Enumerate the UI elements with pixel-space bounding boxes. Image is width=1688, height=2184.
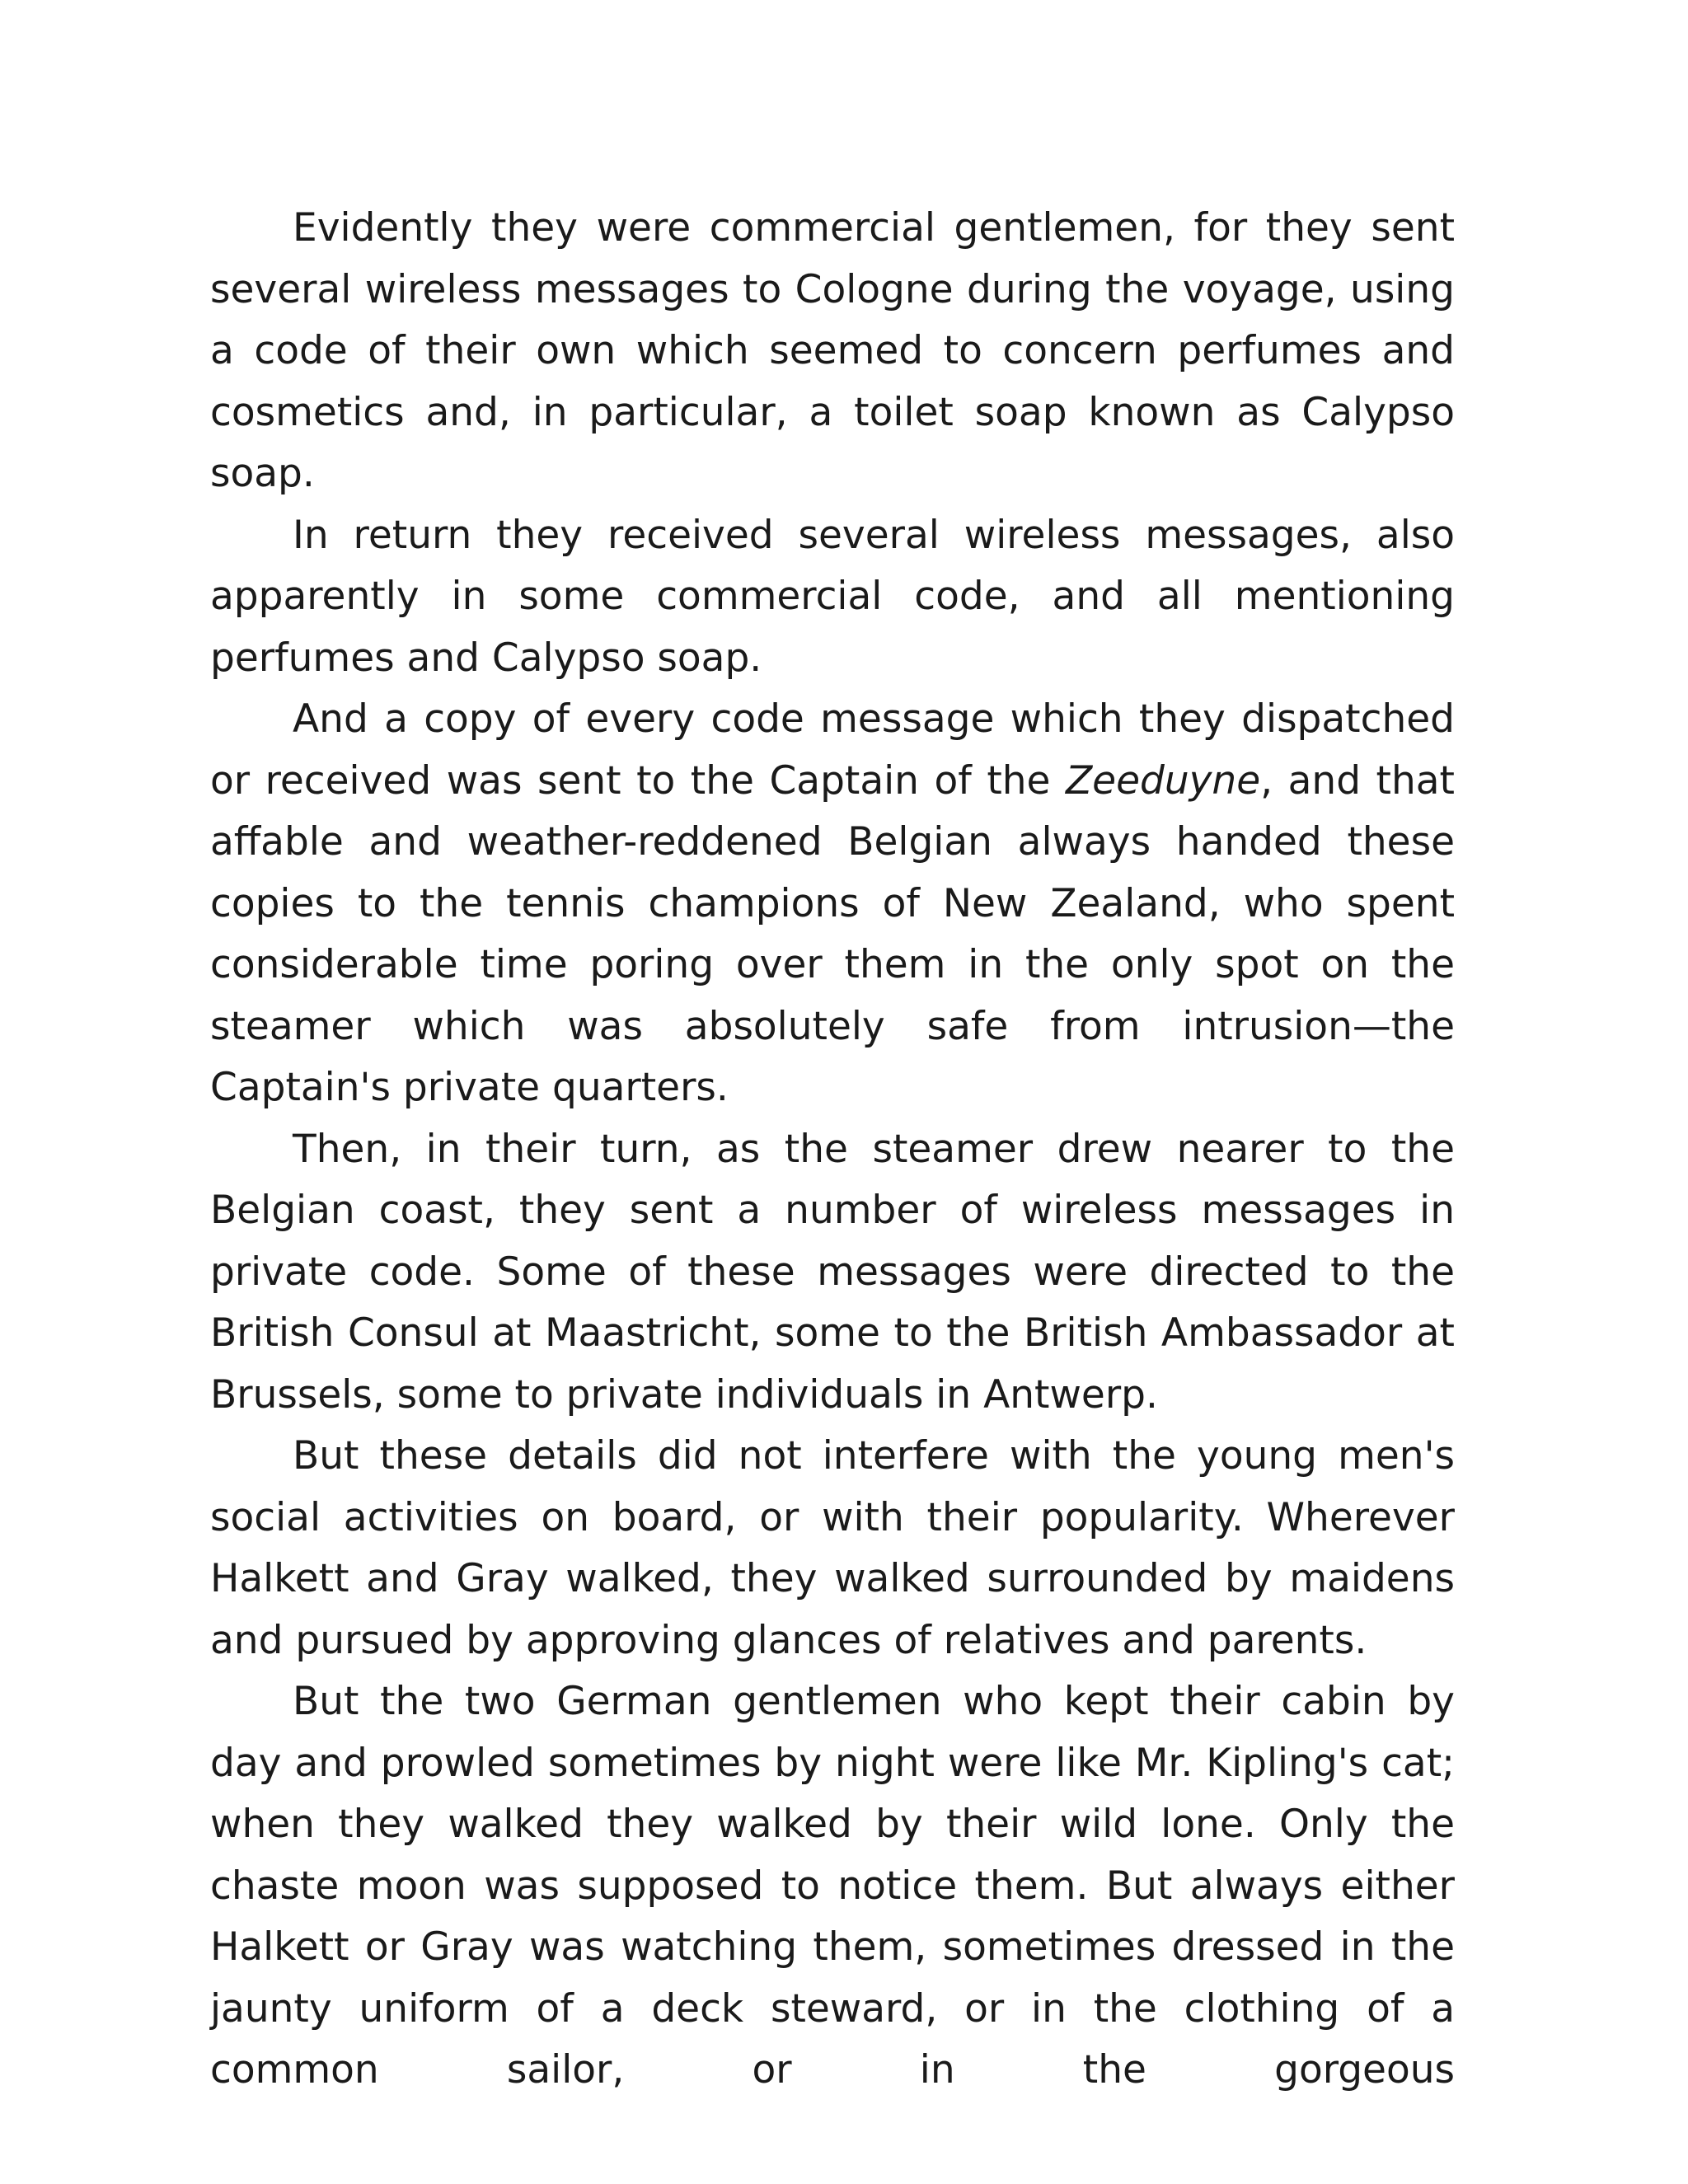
- paragraph-1: Evidently they were commercial gentlemen, for they sent several wireless messages to Cologne during the voyage, using a code of their own which seemed to concern perfumes and cosmetics and, in particular, a toilet soap known as Calypso soap.: [210, 205, 1455, 496]
- paragraph-4: Then, in their turn, as the steamer drew nearer to the Belgian coast, they sent a number of wireless messages in private code. Some of these messages were directed to the British Consul at Maastricht, some to the British Ambassador at Brussels, some to private individuals in Antwerp.: [210, 1126, 1455, 1418]
- paragraph-3-text-before: And a copy of every code message which they dispatched or received was sent to the Captain of the: [210, 696, 1455, 804]
- paragraph-5: But these details did not interfere with the young men's social activities on board, or with their popularity. Wherever Halkett and Gray walked, they walked surrounded by maidens and pursued by approving glances of relatives and parents.: [210, 1433, 1455, 1663]
- paragraph-2: In return they received several wireless messages, also apparently in some commercial code, and all mentioning perfumes and Calypso soap.: [210, 512, 1455, 681]
- ship-name-italic: Zeeduyne: [1065, 757, 1261, 804]
- paragraph-6: But the two German gentlemen who kept their cabin by day and prowled sometimes by night were like Mr. Kipling's cat; when they walked they walked by their wild lone. Only the chaste moon was supposed to notice them. But always either Halkett or Gray was watching them, sometimes dressed in the jaunty uniform of a deck steward, or in the clothing of a common sailor, or in the gorgeous: [210, 1679, 1455, 2093]
- paragraph-3-text-after: , and that affable and weather-reddened Belgian always handed these copies to the tennis champions of New Zealand, who spent considerable time poring over them in the only spot on the steamer which was absolutely safe from intrusion—the Captain's private quarters.: [210, 757, 1455, 1110]
- document-page: [210, 198, 1455, 2102]
- paragraph-3: [210, 689, 1455, 1119]
